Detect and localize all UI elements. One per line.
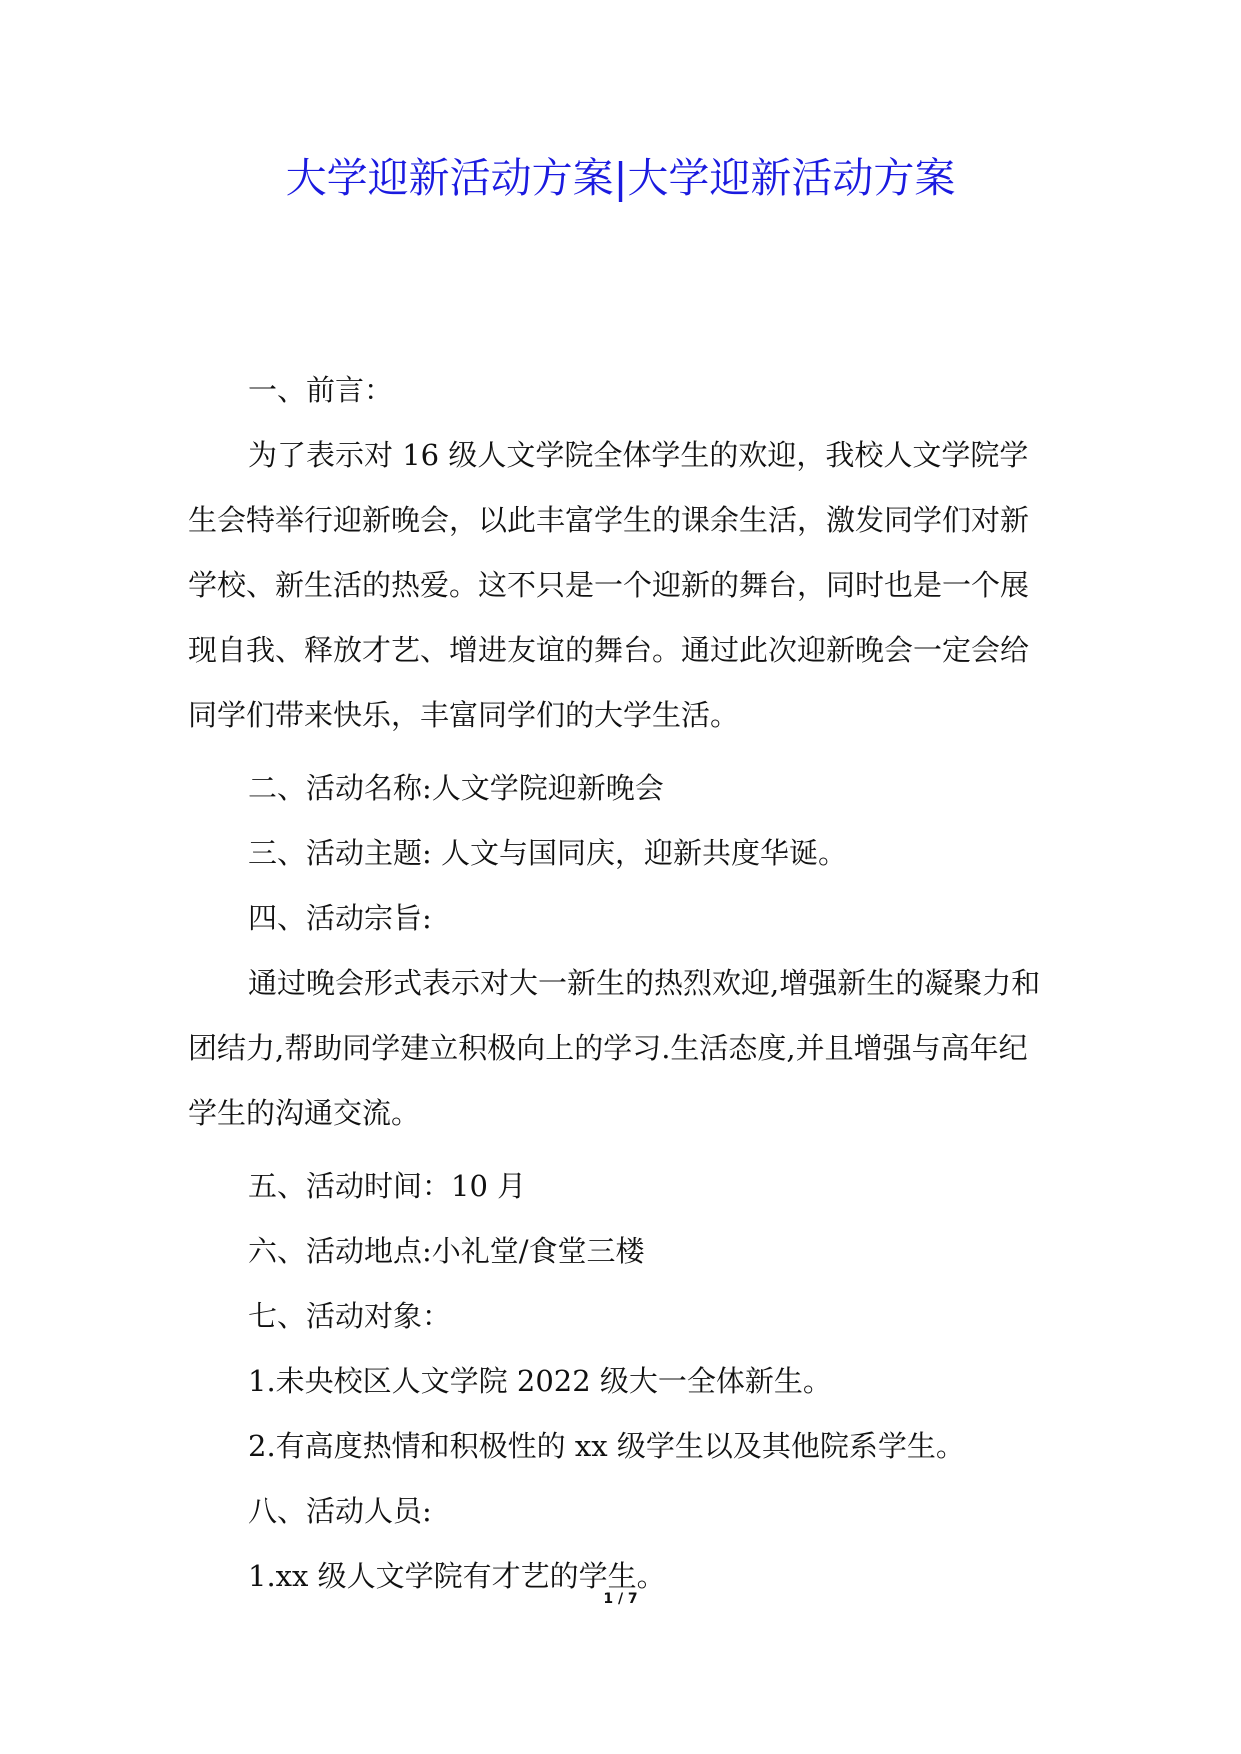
paragraph-preface: 为了表示对 16 级人文学院全体学生的欢迎，我校人文学院学生会特举行迎新晚会，以此丰富学生的课余生活，激发同学们对新学校、新生活的热爱。这不只是一个迎新的舞台，同时也是一个展现自我、释放才艺、增进友谊的舞台。通过此次迎新晚会一定会给同学们带来快乐，丰富同学们的大学生活。 (188, 438, 1030, 732)
document-body (188, 358, 1053, 1609)
list-item-target-1: 1.未央校区人文学院 2022 级大一全体新生。 (248, 1364, 832, 1398)
document-title: 大学迎新活动方案|大学迎新活动方案 (285, 154, 956, 202)
section-heading-target: 七、活动对象： (248, 1299, 452, 1333)
section-heading-staff: 八、活动人员: (248, 1494, 432, 1528)
section-activity-theme: 三、活动主题: 人文与国同庆，迎新共度华诞。 (248, 836, 847, 870)
paragraph-purpose: 通过晚会形式表示对大一新生的热烈欢迎,增强新生的凝聚力和团结力,帮助同学建立积极向上的学习.生活态度,并且增强与高年纪学生的沟通交流。 (188, 966, 1041, 1130)
section-activity-time: 五、活动时间：10 月 (248, 1169, 527, 1203)
section-activity-name: 二、活动名称:人文学院迎新晚会 (248, 771, 664, 805)
section-heading-purpose: 四、活动宗旨: (248, 901, 432, 935)
section-activity-place: 六、活动地点:小礼堂/食堂三楼 (248, 1234, 645, 1268)
section-heading-preface: 一、前言： (248, 373, 394, 407)
list-item-staff-1: 1.xx 级人文学院有才艺的学生。 (248, 1559, 666, 1593)
page-number: 1 / 7 (603, 1591, 638, 1607)
list-item-target-2: 2.有高度热情和积极性的 xx 级学生以及其他院系学生。 (248, 1429, 965, 1463)
